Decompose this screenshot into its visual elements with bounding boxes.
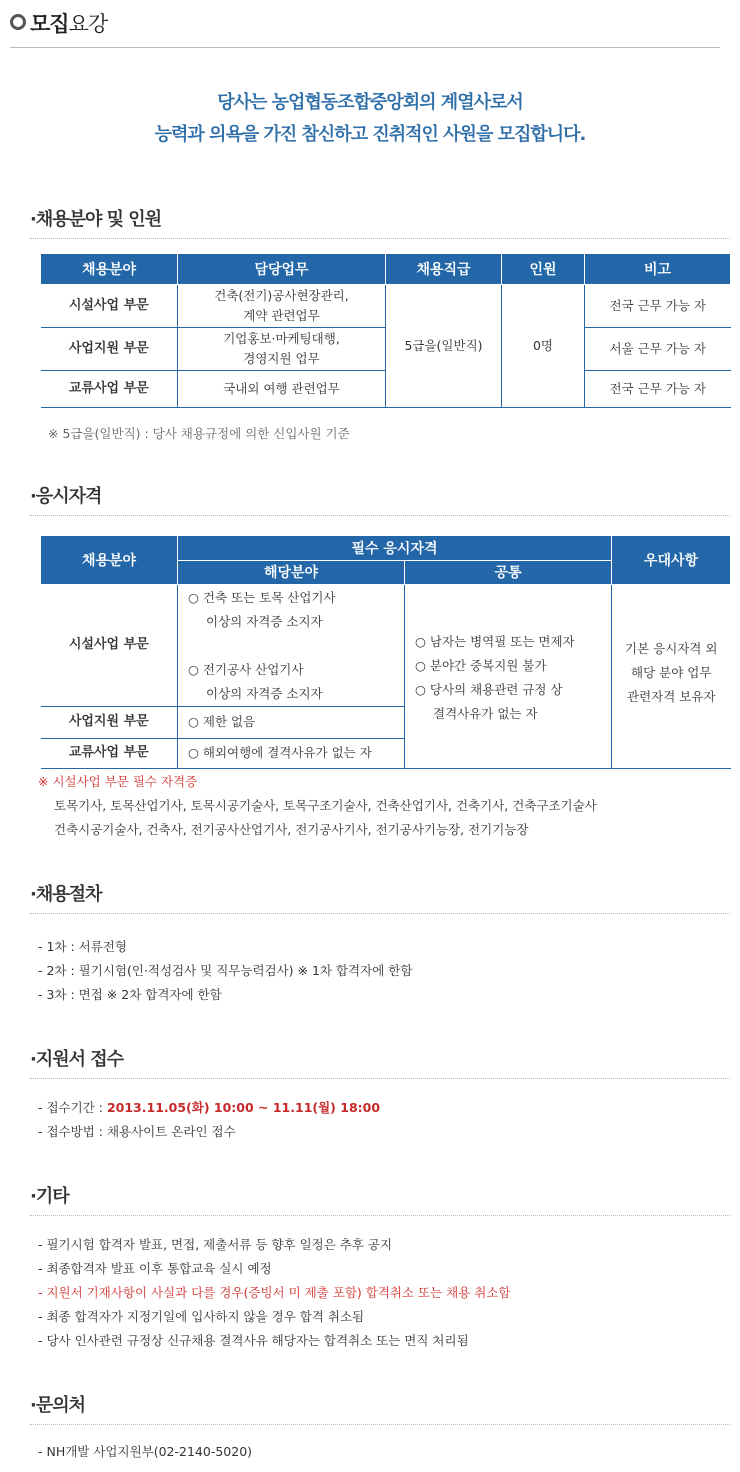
th-duty: 담당업무: [178, 254, 386, 284]
procedure-step-3: - 3차 : 면접 ※ 2차 합격자에 한함: [38, 987, 222, 1002]
qualification-table: [40, 536, 731, 769]
th-count: 인원: [502, 254, 585, 284]
th-grade: 채용직급: [386, 254, 502, 284]
preference-cell: 기본 응시자격 외 해당 분야 업무 관련자격 보유자: [612, 584, 731, 768]
table-row: 교류사업 부문 국내외 여행 관련업무 전국 근무 가능 자: [41, 370, 731, 407]
page-title: [10, 8, 720, 48]
table-row: 교류사업 부문 ○ 해외여행에 결격사유가 없는 자: [41, 738, 731, 768]
grade-footnote: ※ 5급을(일반직) : 당사 채용규정에 의한 신입사원 기준: [48, 426, 350, 441]
title-bold: 모집: [30, 12, 69, 36]
etc-item-2: - 최종합격자 발표 이후 통합교육 실시 예정: [38, 1261, 272, 1276]
table-row: 사업지원 부문 ○ 제한 없음: [41, 706, 731, 738]
th-note: 비고: [585, 254, 731, 284]
cert-list-line-1: 토목기사, 토목산업기사, 토목시공기술사, 토목구조기술사, 건축산업기사, 건축기사, 건축구조기술사: [54, 798, 597, 813]
etc-item-3: - 지원서 기재사항이 사실과 다를 경우(증빙서 미 제출 포함) 합격취소 또는 채용 취소함: [38, 1285, 511, 1300]
th-field: 채용분야: [41, 254, 178, 284]
section-heading-recruit-field: ·채용분야 및 인원: [30, 205, 730, 239]
common-qualification-cell: ○ 남자는 병역필 또는 면제자 ○ 분야간 중복지원 불가 ○ 당사의 채용관련 규정 상 결격사유가 없는 자: [405, 584, 612, 768]
section-heading-procedure: ·채용절차: [30, 880, 730, 914]
application-period: - 접수기간 : 2013.11.05(화) 10:00 ~ 11.11(월) 18:00: [38, 1100, 381, 1115]
table-row: 사업지원 부문 기업홍보·마케팅대행, 경영지원 업무 서울 근무 가능 자: [41, 327, 731, 370]
section-heading-contact: ·문의처: [30, 1391, 730, 1425]
section-heading-qualification: ·응시자격: [30, 482, 730, 516]
etc-item-5: - 당사 인사관련 규정상 신규채용 결격사유 해당자는 합격취소 또는 면직 처리됨: [38, 1333, 469, 1348]
intro-line-1: 당사는 농업협동조합중앙회의 계열사로서: [217, 92, 523, 113]
circle-bullet-icon: [10, 14, 26, 30]
procedure-step-1: - 1차 : 서류전형: [38, 939, 127, 954]
title-rest: 요강: [68, 12, 108, 36]
table-row: 시설사업 부문 ○ 건축 또는 토목 산업기사 이상의 자격증 소지자 ○ 전기공사 산업기사 이상의 자격증 소지자 ○ 남자는 병역필 또는 면제자 ○ 분야간 중복지원 불가 ○ 당사의 채용관련 규정 상 결격사유가 없는 자 기본 응시자격 외 해당 분야 업무 관련자격 보유자: [41, 584, 731, 706]
intro-line-2: 능력과 의욕을 가진 참신하고 진취적인 사원을 모집합니다.: [154, 124, 586, 145]
procedure-step-2: - 2차 : 필기시험(인·적성검사 및 직무능력검사) ※ 1차 합격자에 한함: [38, 963, 413, 978]
section-heading-etc: ·기타: [30, 1182, 730, 1216]
grade-cell: 5급을(일반직): [386, 284, 502, 407]
th-preference: 우대사항: [612, 536, 731, 584]
th-common: 공통: [405, 560, 612, 584]
cert-footnote-title: ※ 시설사업 부문 필수 자격증: [38, 774, 198, 789]
th-field: 채용분야: [41, 536, 178, 584]
recruit-field-table: [40, 254, 731, 408]
th-required: 필수 응시자격: [178, 536, 612, 560]
cert-list-line-2: 건축시공기술사, 건축사, 전기공사산업기사, 전기공사기사, 전기공사기능장, 전기기능장: [54, 822, 529, 837]
application-method: - 접수방법 : 채용사이트 온라인 접수: [38, 1124, 236, 1139]
application-period-value: 2013.11.05(화) 10:00 ~ 11.11(월) 18:00: [106, 1100, 381, 1115]
etc-item-1: - 필기시험 합격자 발표, 면접, 제출서류 등 향후 일정은 추후 공지: [38, 1237, 393, 1252]
count-cell: 0명: [502, 284, 585, 407]
section-heading-application: ·지원서 접수: [30, 1045, 730, 1079]
etc-item-4: - 최종 합격자가 지정기일에 입사하지 않을 경우 합격 취소됨: [38, 1309, 365, 1324]
table-row: 시설사업 부문 건축(전기)공사현장관리, 계약 관련업무 5급을(일반직) 0명 전국 근무 가능 자: [41, 284, 731, 327]
th-specific: 해당분야: [178, 560, 405, 584]
contact-line: - NH개발 사업지원부(02-2140-5020): [38, 1444, 253, 1459]
